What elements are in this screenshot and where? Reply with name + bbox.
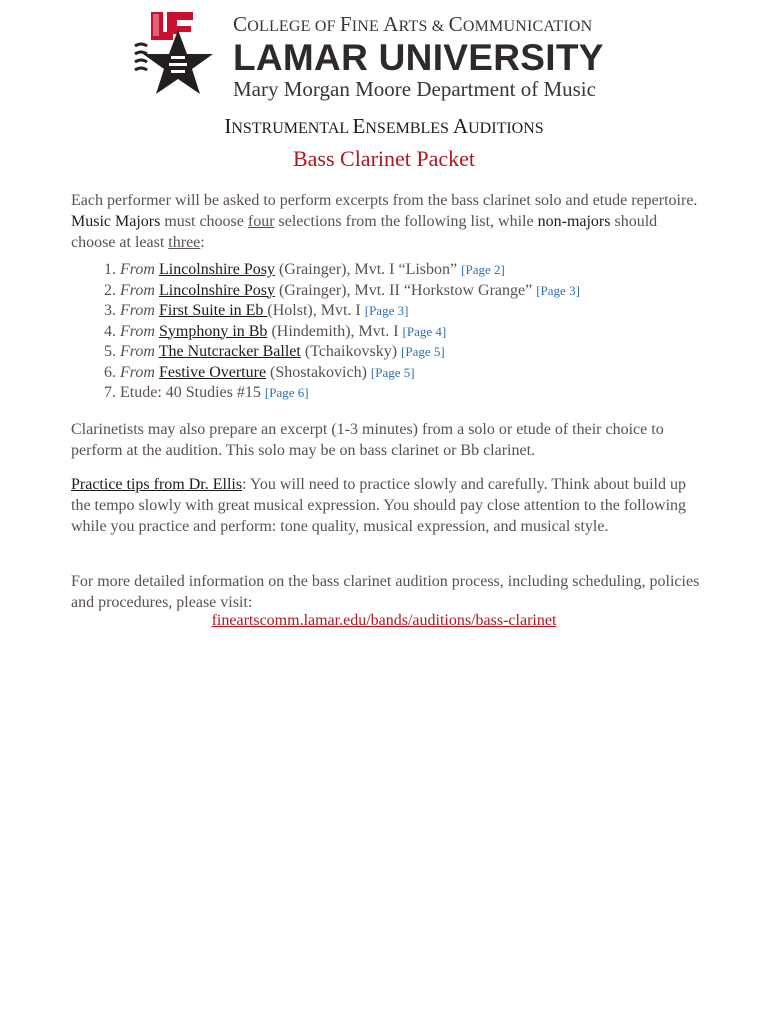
music-majors-label: Music Majors [71,213,161,230]
department-name: Mary Morgan Moore Department of Music [233,77,596,101]
list-item: 6. From Festive Overture (Shostakovich) [Page 5] [104,363,415,381]
list-item: 2. From Lincolnshire Posy (Grainger), Mvt. II “Horkstow Grange” [Page 3] [104,281,580,299]
college-name: COLLEGE OF FINE ARTS & COMMUNICATION [233,12,593,36]
more-info-paragraph: For more detailed information on the bass clarinet audition process, including scheduling, policies and procedures, please visit: [71,573,700,611]
list-item: 5. From The Nutcracker Ballet (Tchaikovsky) [Page 5] [104,343,445,360]
page-subtitle: Bass Clarinet Packet [292,146,476,171]
list-item: 4. From Symphony in Bb (Hindemith), Mvt. I [Page 4] [104,322,447,340]
header-text [233,12,613,101]
etude-label: Etude: 40 Studies #15 [120,384,265,401]
page-reference-link[interactable]: [Page 6] [264,385,309,400]
university-header [133,10,613,100]
non-majors-label: non-majors [537,213,611,230]
four-emphasis: four [247,213,275,230]
list-item: 7. Etude: 40 Studies #15 [Page 6] [104,384,309,401]
three-emphasis: three [168,234,201,251]
practice-tips-paragraph: Practice tips from Dr. Ellis: You will need to practice slowly and carefully. Think about build up the tempo slowly with great musical expression. You should pay close attention to the following while you practice and perform: tone quality, musical expression, and musical style. [71,476,687,535]
practice-tips-label: Practice tips from Dr. Ellis [71,476,243,493]
selection-list [71,260,701,404]
page-reference-link[interactable]: [Page 2] [461,262,505,277]
page-reference-link[interactable]: [Page 4] [402,323,447,339]
page-reference-link[interactable]: [Page 3] [364,303,409,318]
work-title: Festive Overture [158,363,267,381]
intro-paragraph: Each performer will be asked to perform excerpts from the bass clarinet solo and etude repertoire. Music Majors must choose four selections from the following list, while non-majors should choose at least three: [71,192,698,251]
list-item: 3. From First Suite in Eb (Holst), Mvt. I [Page 3] [104,302,409,319]
work-title: First Suite in Eb [158,302,268,319]
work-title: Symphony in Bb [158,322,268,340]
university-name: LAMAR UNIVERSITY [233,37,604,78]
lamar-star-logo-icon [133,10,223,98]
page-reference-link[interactable]: [Page 5] [370,364,415,380]
list-item: 1. From Lincolnshire Posy (Grainger), Mvt. I “Lisbon” [Page 2] [104,261,505,278]
work-title: The Nutcracker Ballet [158,343,301,360]
solo-option-paragraph: Clarinetists may also prepare an excerpt (1-3 minutes) from a solo or etude of their choice to perform at the audition. This solo may be on bass clarinet or Bb clarinet. [71,421,664,459]
page-reference-link[interactable]: [Page 5] [401,344,445,359]
work-title: Lincolnshire Posy [158,281,275,299]
page-title: INSTRUMENTAL ENSEMBLES AUDITIONS [224,114,544,138]
page-reference-link[interactable]: [Page 3] [536,282,580,298]
work-title: Lincolnshire Posy [158,261,275,278]
audition-info-link[interactable]: fineartscomm.lamar.edu/bands/auditions/bass-clarinet [211,612,557,629]
